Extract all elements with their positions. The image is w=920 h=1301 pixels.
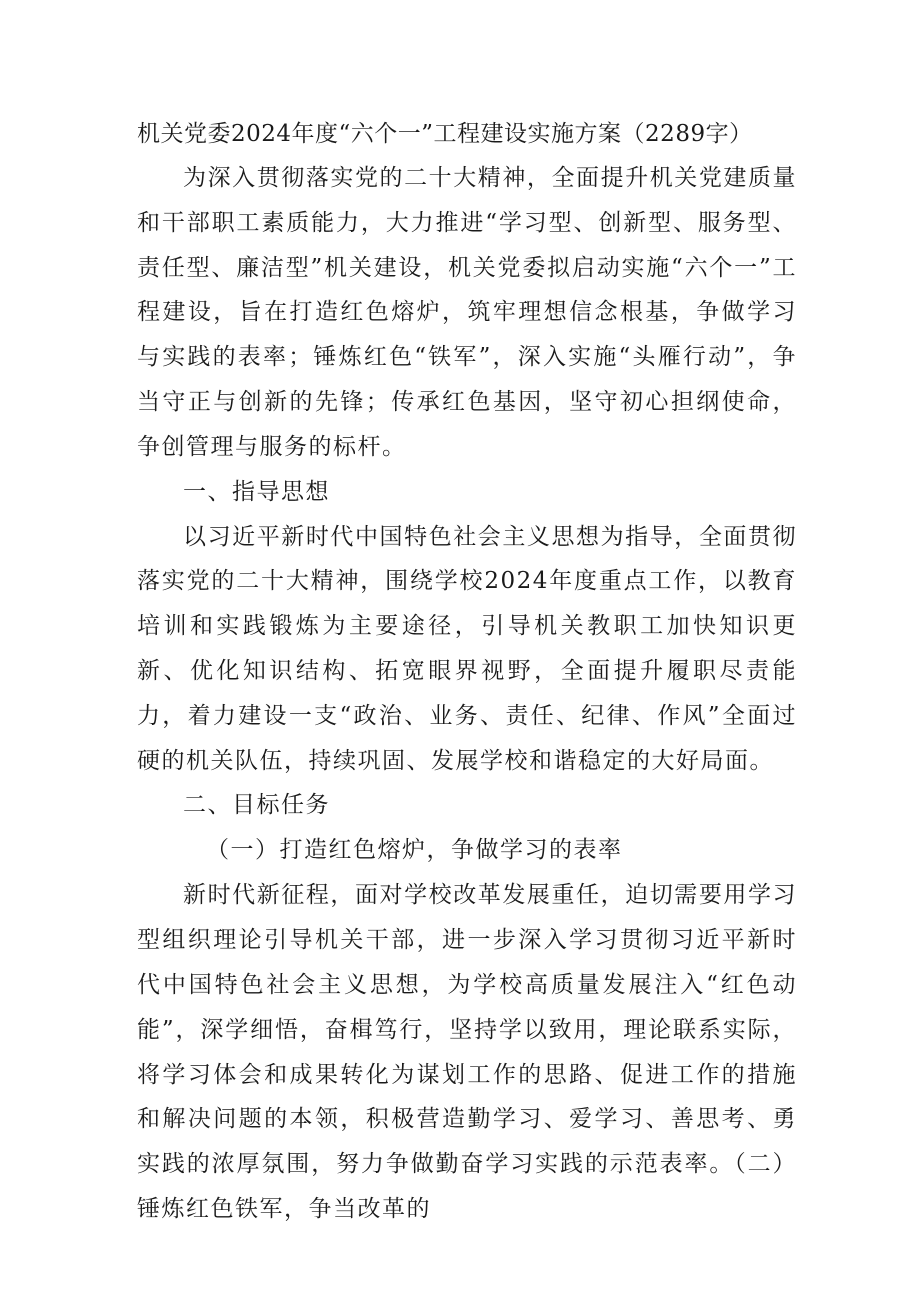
section-heading-goals-tasks: 二、目标任务 xyxy=(183,792,330,819)
guiding-ideology-paragraph: 以习近平新时代中国特色社会主义思想为指导，全面贯彻落实党的二十大精神，围绕学校2024年度重点工作，以教育培训和实践锻炼为主要途径，引导机关教职工加快知识更新、优化知识结构、拓宽眼界视野，全面提升履职尽责能力，着力建设一支“政治、业务、责任、纪律、作风”全面过硬的机关队伍，持续巩固、发展学校和谐稳定的大好局面。 xyxy=(137,523,797,774)
document-body xyxy=(137,112,797,1232)
document-title: 机关党委2024年度“六个一”工程建设实施方案（2289字） xyxy=(137,121,753,147)
intro-paragraph: 为深入贯彻落实党的二十大精神，全面提升机关党建质量和干部职工素质能力，大力推进“学习型、创新型、服务型、责任型、廉洁型”机关建设，机关党委拟启动实施“六个一”工程建设，旨在打造红色熔炉，筑牢理想信念根基，争做学习与实践的表率；锤炼红色“铁军”，深入实施“头雁行动”，争当守正与创新的先锋；传承红色基因，坚守初心担纲使命，争创管理与服务的标杆。 xyxy=(137,165,797,460)
section-heading-guiding-ideology: 一、指导思想 xyxy=(183,478,330,505)
subsection-heading-red-furnace: （一）打造红色熔炉，争做学习的表率 xyxy=(206,837,623,864)
red-furnace-paragraph: 新时代新征程，面对学校改革发展重任，迫切需要用学习型组织理论引导机关干部，进一步深入学习贯彻习近平新时代中国特色社会主义思想，为学校高质量发展注入“红色动能”，深学细悟，奋楫笃行，坚持学以致用，理论联系实际，将学习体会和成果转化为谋划工作的思路、促进工作的措施和解决问题的本领，积极营造勤学习、爱学习、善思考、勇实践的浓厚氛围，努力争做勤奋学习实践的示范表率。（二）锤炼红色铁军，争当改革的 xyxy=(137,882,797,1222)
